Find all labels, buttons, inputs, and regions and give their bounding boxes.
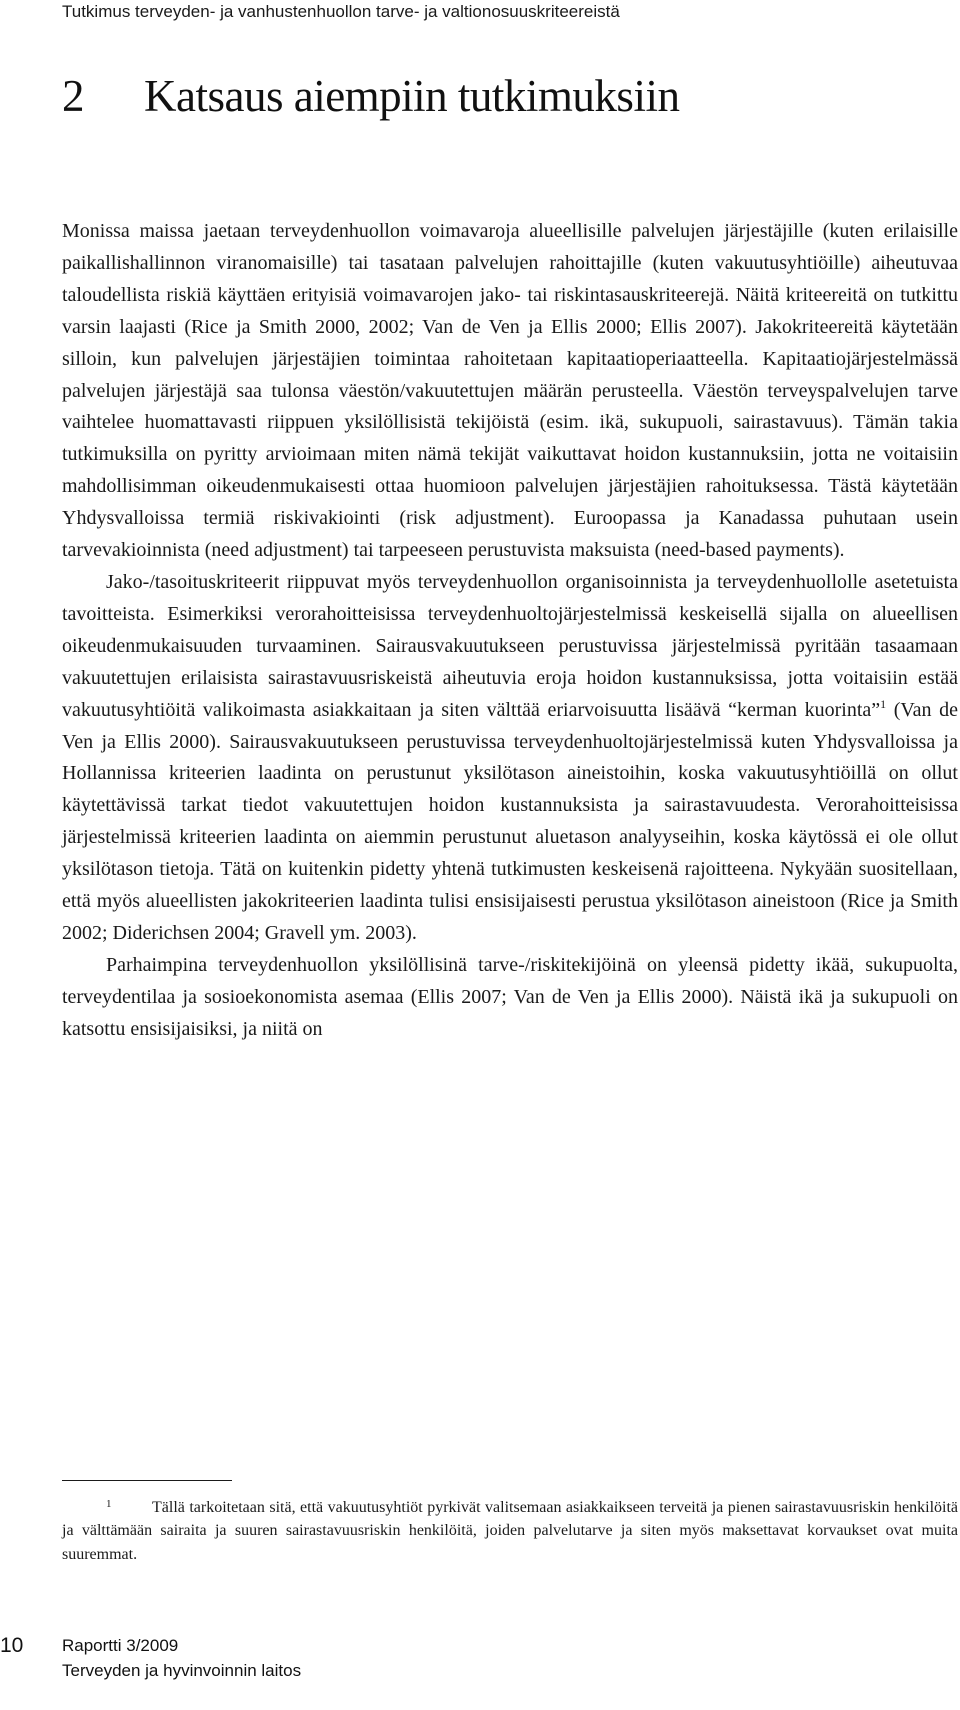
- paragraph-1: Monissa maissa jaetaan terveydenhuollon voimavaroja alueellisille palvelujen järjestäjille (kuten erilaisille paikallishallinnon viranomaisille) tai tasataan palvelujen rahoittajille (kuten vakuutusyhtiöille) aiheutuvaa taloudellista riskiä käyttäen erityisiä voimavarojen jako- tai riskintasauskriteerejä. Näitä kriteereitä on tutkittu varsin laajasti (Rice ja Smith 2000, 2002; Van de Ven ja Ellis 2000; Ellis 2007). Jakokriteereitä käytetään silloin, kun palvelujen järjestäjien toimintaa rahoitetaan kapitaatioperiaatteella. Kapitaatiojärjestelmässä palvelujen järjestäjä saa tulonsa väestön/vakuutettujen määrän perusteella. Väestön terveyspalvelujen tarve vaihtelee huomattavasti riippuen yksilöllisistä tekijöistä (esim. ikä, sukupuoli, sairastavuus). Tämän takia tutkimuksilla on pyritty arvioimaan miten nämä tekijät vaikuttavat hoidon kustannuksiin, jotta ne voitaisiin mahdollisimman oikeudenmukaisesti ottaa huomioon palvelujen järjestäjien rahoituksessa. Tästä käytetään Yhdysvalloissa termiä riskivakiointi (risk adjustment). Euroopassa ja Kanadassa puhutaan usein tarvevakioinnista (need adjustment) tai tarpeeseen perustuvista maksuista (need-based payments).: [62, 220, 958, 562]
- chapter-title-text: Katsaus aiempiin tutkimuksiin: [144, 71, 680, 121]
- report-number: Raportti 3/2009: [62, 1636, 179, 1655]
- paragraph-2-text-before: Jako-/tasoituskriteerit riippuvat myös terveydenhuollon organisoinnista ja terveydenhuollolle asetetuista tavoitteista. Esimerkiksi verorahoitteisissa terveydenhuoltojärjestelmissä keskeisellä sijalla on alueellisen oikeudenmukaisuuden turvaaminen. Sairausvakuutukseen perustuvissa järjestelmissä pyritään tasaamaan vakuutettujen erilaisista sairastavuusriskeistä aiheutuvia eroja hoidon kustannuksissa, jotta voitaisiin estää vakuutusyhtiöitä valikoimasta asiakkaitaan ja siten välttää eriarvoisuutta lisäävä “kerman kuorinta”: [62, 570, 958, 721]
- footnote-reference: 1: [880, 696, 887, 711]
- chapter-number: 2: [62, 71, 84, 121]
- paragraph-3: Parhaimpina terveydenhuollon yksilöllisinä tarve-/riskitekijöinä on yleensä pidetty ikää, sukupuolta, terveydentilaa ja sosioekonomista asemaa (Ellis 2007; Van de Ven ja Ellis 2000). Näistä ikä ja sukupuoli on katsottu ensisijaisiksi, ja niitä on: [62, 953, 958, 1040]
- chapter-title: [62, 70, 679, 122]
- footnote: 1 Tällä tarkoitetaan sitä, että vakuutusyhtiöt pyrkivät valitsemaan asiakkaikseen terveitä ja pienen sairastavuusriskin henkilöitä ja välttämään sairaita ja suuren sairastavuusriskin henkilöitä, joiden palvelutarve ja siten myös maksettavat korvaukset ovat muita suuremmat.: [62, 1498, 958, 1563]
- page-number: 10: [0, 1634, 24, 1657]
- publisher-name: Terveyden ja hyvinvoinnin laitos: [62, 1661, 302, 1680]
- publication-info: [62, 1633, 301, 1683]
- footnote-text: Tällä tarkoitetaan sitä, että vakuutusyhtiöt pyrkivät valitsemaan asiakkaikseen terveitä ja pienen sairastavuusriskin henkilöitä ja välttämään sairaita ja suuren sairastavuusriskin henkilöitä, joiden palvelutarve ja siten myös maksettavat korvaukset ovat muita suuremmat.: [62, 1499, 958, 1563]
- paragraph-2-text-after: (Van de Ven ja Ellis 2000). Sairausvakuutukseen perustuvissa terveydenhuoltojärjestelmissä kuten Yhdysvalloissa ja Hollannissa kriteerien laadinta on perustunut yksilötason aineistoihin, koska vakuutusyhtiöillä on ollut käytettävissä tarkat tiedot vakuutettujen hoidon kustannuksista ja sairastavuudesta. Verorahoitteisissa järjestelmissä kriteerien laadinta on aiemmin perustunut aluetason analyyseihin, koska käytössä ei ole ollut yksilötason tietoja. Tätä on kuitenkin pidetty yhtenä tutkimusten keskeisenä rajoitteena. Nykyään suositellaan, että myös alueellisten jakokriteerien laadinta tulisi ensisijaisesti perustua yksilötason aineistoon (Rice ja Smith 2002; Diderichsen 2004; Gravell ym. 2003).: [62, 698, 959, 944]
- running-header: Tutkimus terveyden- ja vanhustenhuollon tarve- ja valtionosuuskriteereistä: [62, 2, 620, 21]
- body-text: [62, 216, 958, 1046]
- paragraph-2: [62, 567, 958, 950]
- footnote-divider: [62, 1480, 232, 1481]
